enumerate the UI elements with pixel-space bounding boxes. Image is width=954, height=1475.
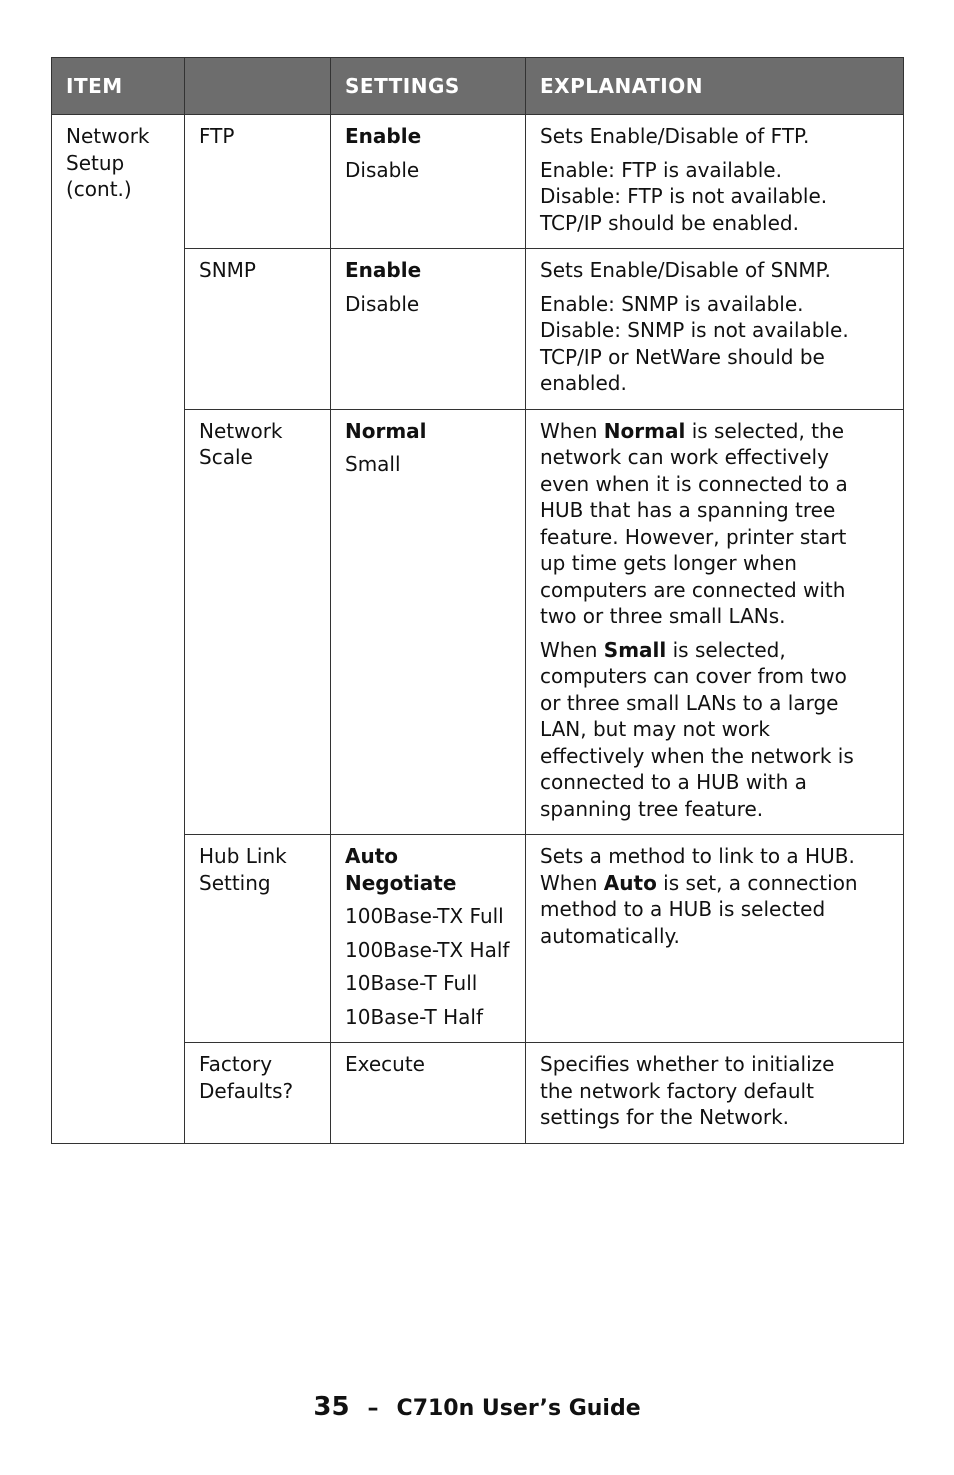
network-settings-table — [51, 57, 904, 1144]
settings-cell — [331, 1043, 526, 1144]
explanation-cell — [526, 835, 904, 1043]
explanation-cell — [526, 1043, 904, 1144]
explanation-paragraph — [540, 1051, 889, 1131]
explanation-line: Disable: SNMP is not available. — [540, 318, 849, 342]
setting-option: Disable — [345, 157, 420, 182]
setting-name-cell — [185, 1043, 331, 1144]
settings-cell — [331, 249, 526, 410]
explanation-paragraph — [540, 637, 889, 823]
setting-name-cell — [185, 409, 331, 835]
setting-name-line: Network — [199, 418, 283, 443]
setting-name-cell — [185, 115, 331, 249]
setting-name-line: Scale — [199, 445, 253, 469]
default-setting-option: Enable — [345, 258, 422, 282]
setting-option: 10Base-T Full — [345, 971, 478, 995]
setting-option: Execute — [345, 1052, 425, 1076]
setting-option: Disable — [345, 291, 420, 316]
item-cell-network-setup — [52, 115, 185, 1144]
setting-option: 10Base-T Half — [345, 1004, 483, 1029]
setting-name-line: FTP — [199, 124, 235, 148]
explanation-line: even when it is connected to a — [540, 471, 848, 496]
setting-name-cell — [185, 835, 331, 1043]
explanation-paragraph — [540, 257, 889, 284]
guide-title: C710n User’s Guide — [396, 1396, 641, 1421]
explanation-line: TCP/IP should be enabled. — [540, 210, 799, 235]
setting-option: Small — [345, 452, 401, 476]
explanation-line: the network factory default — [540, 1078, 814, 1103]
explanation-line: When Small is selected, — [540, 637, 786, 662]
explanation-paragraph — [540, 843, 889, 949]
explanation-line: When Normal is selected, the — [540, 418, 844, 443]
explanation-line: effectively when the network is — [540, 743, 854, 768]
table-header-row — [52, 58, 904, 115]
explanation-line: or three small LANs to a large — [540, 690, 839, 715]
page-footer — [0, 1392, 954, 1422]
explanation-line: method to a HUB is selected — [540, 897, 826, 921]
explanation-paragraph — [540, 157, 889, 237]
emphasized-term: Small — [603, 637, 667, 662]
page-number: 35 — [313, 1392, 350, 1422]
settings-cell — [331, 115, 526, 249]
explanation-line: automatically. — [540, 923, 680, 948]
header-settings: SETTINGS — [331, 58, 526, 115]
explanation-line: Sets Enable/Disable of SNMP. — [540, 258, 831, 282]
setting-name-line: Defaults? — [199, 1078, 294, 1103]
explanation-line: HUB that has a spanning tree — [540, 498, 836, 522]
default-setting-option: Enable — [345, 124, 422, 148]
setting-name-cell — [185, 249, 331, 410]
explanation-line: network can work effectively — [540, 445, 829, 469]
explanation-line: settings for the Network. — [540, 1105, 790, 1129]
explanation-cell — [526, 249, 904, 410]
explanation-line: up time gets longer when — [540, 551, 797, 575]
explanation-line: enabled. — [540, 371, 627, 395]
explanation-line: Specifies whether to initialize — [540, 1052, 835, 1076]
explanation-cell — [526, 409, 904, 835]
header-blank — [185, 58, 331, 115]
setting-name-line: Setting — [199, 870, 271, 895]
explanation-paragraph — [540, 291, 889, 397]
explanation-line: Disable: FTP is not available. — [540, 184, 828, 208]
explanation-line: computers are connected with — [540, 577, 846, 602]
emphasized-term: Auto — [603, 870, 657, 895]
explanation-line: Sets a method to link to a HUB. — [540, 844, 855, 868]
item-label-line: (cont.) — [66, 177, 132, 201]
explanation-line: feature. However, printer start — [540, 524, 847, 549]
setting-name-line: SNMP — [199, 258, 256, 282]
settings-table-container — [51, 57, 903, 1144]
table-row — [52, 115, 904, 249]
explanation-paragraph — [540, 418, 889, 630]
explanation-cell — [526, 115, 904, 249]
explanation-line: TCP/IP or NetWare should be — [540, 344, 825, 369]
default-setting-option: Auto Negotiate — [345, 844, 457, 895]
explanation-paragraph — [540, 123, 889, 150]
item-label-line: Network — [66, 124, 150, 148]
header-item: ITEM — [52, 58, 185, 115]
setting-option: 100Base-TX Full — [345, 904, 504, 928]
default-setting-option: Normal — [345, 418, 427, 443]
setting-option: 100Base-TX Half — [345, 937, 510, 962]
settings-cell — [331, 409, 526, 835]
item-label-line: Setup — [66, 150, 125, 175]
explanation-line: two or three small LANs. — [540, 604, 786, 628]
setting-name-line: Hub Link — [199, 844, 287, 868]
emphasized-term: Normal — [603, 418, 686, 443]
explanation-line: spanning tree feature. — [540, 796, 764, 821]
footer-separator: – — [367, 1396, 379, 1421]
explanation-line: connected to a HUB with a — [540, 770, 807, 794]
explanation-line: When Auto is set, a connection — [540, 870, 858, 895]
settings-cell — [331, 835, 526, 1043]
explanation-line: LAN, but may not work — [540, 717, 770, 741]
header-explanation: EXPLANATION — [526, 58, 904, 115]
setting-name-line: Factory — [199, 1052, 273, 1076]
explanation-line: Sets Enable/Disable of FTP. — [540, 124, 810, 148]
explanation-line: Enable: FTP is available. — [540, 157, 782, 182]
explanation-line: computers can cover from two — [540, 664, 847, 688]
explanation-line: Enable: SNMP is available. — [540, 291, 804, 316]
